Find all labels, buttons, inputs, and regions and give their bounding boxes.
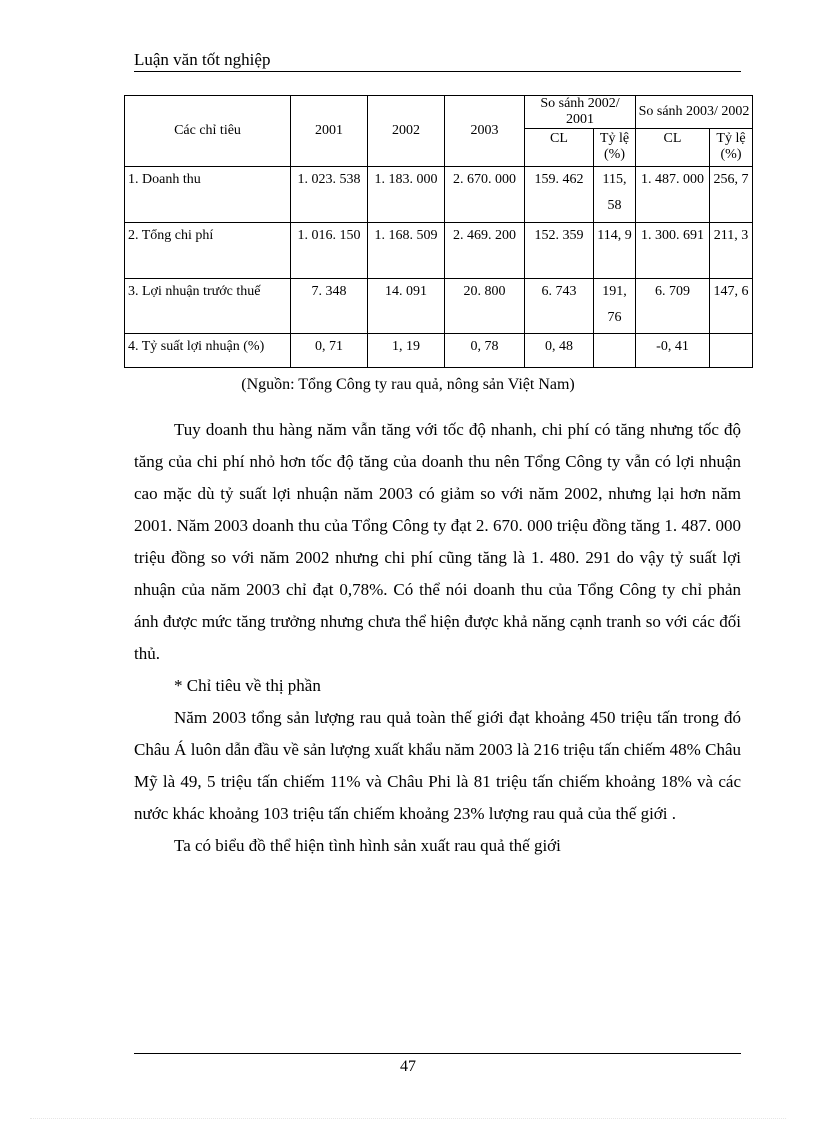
cell-2003: 20. 800 — [445, 279, 525, 334]
header-compare-2002-2001: So sánh 2002/ 2001 — [525, 96, 636, 129]
row-label: 1. Doanh thu — [125, 167, 291, 223]
table-source-caption: (Nguồn: Tổng Công ty rau quả, nông sản Việt Nam) — [241, 376, 575, 393]
cell-cl-2: 1. 300. 691 — [636, 223, 710, 279]
header-cl-2: CL — [636, 129, 710, 167]
page-header-title: Luận văn tốt nghiệp — [134, 50, 271, 69]
cell-2002: 1. 183. 000 — [368, 167, 445, 223]
cell-ratio-2 — [710, 334, 753, 368]
cell-ratio-1: 114, 9 — [594, 223, 636, 279]
cell-ratio-2: 147, 6 — [710, 279, 753, 334]
table-row — [125, 279, 753, 334]
paragraph-world-production: Năm 2003 tổng sản lượng rau quả toàn thế giới đạt khoảng 450 triệu tấn trong đó Châu Á luôn dẫn đầu về sản lượng xuất khẩu năm 2003 là 216 triệu tấn chiếm 48% Châu Mỹ là 49, 5 triệu tấn chiếm 11% và Châu Phi là 81 triệu tấn chiếm khoảng 18% và các nước khác khoảng 103 triệu tấn chiếm khoảng 23% lượng rau quả của thế giới . — [134, 708, 741, 823]
table-row — [125, 334, 753, 368]
cell-cl-2: 1. 487. 000 — [636, 167, 710, 223]
cell-2003: 0, 78 — [445, 334, 525, 368]
cell-cl-2: 6. 709 — [636, 279, 710, 334]
header-2002: 2002 — [368, 96, 445, 167]
header-cl-1: CL — [525, 129, 594, 167]
header-indicator: Các chỉ tiêu — [125, 96, 291, 167]
row-label: 2. Tổng chi phí — [125, 223, 291, 279]
cell-cl-1: 6. 743 — [525, 279, 594, 334]
cell-2001: 7. 348 — [291, 279, 368, 334]
header-2001: 2001 — [291, 96, 368, 167]
cell-cl-1: 159. 462 — [525, 167, 594, 223]
section-heading-market-share: * Chỉ tiêu về thị phần — [174, 676, 321, 695]
row-label: 4. Tỷ suất lợi nhuận (%) — [125, 334, 291, 368]
cell-ratio-1: 191, 76 — [594, 279, 636, 334]
header-ratio-2: Tỷ lệ (%) — [710, 129, 753, 167]
row-label: 3. Lợi nhuận trước thuế — [125, 279, 291, 334]
page-number: 47 — [400, 1058, 416, 1075]
cell-2001: 0, 71 — [291, 334, 368, 368]
cell-2001: 1. 023. 538 — [291, 167, 368, 223]
cell-2003: 2. 670. 000 — [445, 167, 525, 223]
header-2003: 2003 — [445, 96, 525, 167]
table-row — [125, 167, 753, 223]
paragraph-revenue-analysis: Tuy doanh thu hàng năm vẫn tăng với tốc độ nhanh, chi phí có tăng nhưng tốc độ tăng của chi phí nhỏ hơn tốc độ tăng của doanh thu nên Tổng Công ty vẫn có lợi nhuận cao mặc dù tỷ suất lợi nhuận năm 2003 có giảm so với năm 2002, nhưng lại hơn năm 2001. Năm 2003 doanh thu của Tổng Công ty đạt 2. 670. 000 triệu đồng tăng 1. 487. 000 triệu đồng so với năm 2002 nhưng chi phí cũng tăng là 1. 480. 291 do vậy tỷ suất lợi nhuận của năm 2003 chỉ đạt 0,78%. Có thể nói doanh thu của Tổng Công ty chỉ phản ánh được mức tăng trưởng nhưng chưa thể hiện được khả năng cạnh tranh so với các đối thủ. — [134, 420, 741, 663]
cell-ratio-1 — [594, 334, 636, 368]
cell-2002: 14. 091 — [368, 279, 445, 334]
paragraph-chart-intro: Ta có biểu đồ thể hiện tình hình sản xuất rau quả thế giới — [174, 836, 561, 855]
cell-cl-2: -0, 41 — [636, 334, 710, 368]
cell-cl-1: 0, 48 — [525, 334, 594, 368]
cell-cl-1: 152. 359 — [525, 223, 594, 279]
cell-ratio-1: 115, 58 — [594, 167, 636, 223]
table-row — [125, 223, 753, 279]
cell-ratio-2: 211, 3 — [710, 223, 753, 279]
cell-2002: 1. 168. 509 — [368, 223, 445, 279]
header-compare-2003-2002: So sánh 2003/ 2002 — [636, 96, 753, 129]
header-rule — [134, 71, 741, 72]
cell-2001: 1. 016. 150 — [291, 223, 368, 279]
cell-ratio-2: 256, 7 — [710, 167, 753, 223]
cell-2002: 1, 19 — [368, 334, 445, 368]
footer-rule — [134, 1053, 741, 1054]
table-header-row — [125, 96, 753, 129]
body-text — [134, 414, 741, 862]
cell-2003: 2. 469. 200 — [445, 223, 525, 279]
header-ratio-1: Tỷ lệ (%) — [594, 129, 636, 167]
financial-table — [124, 95, 753, 368]
page-edge-border — [30, 1118, 786, 1119]
